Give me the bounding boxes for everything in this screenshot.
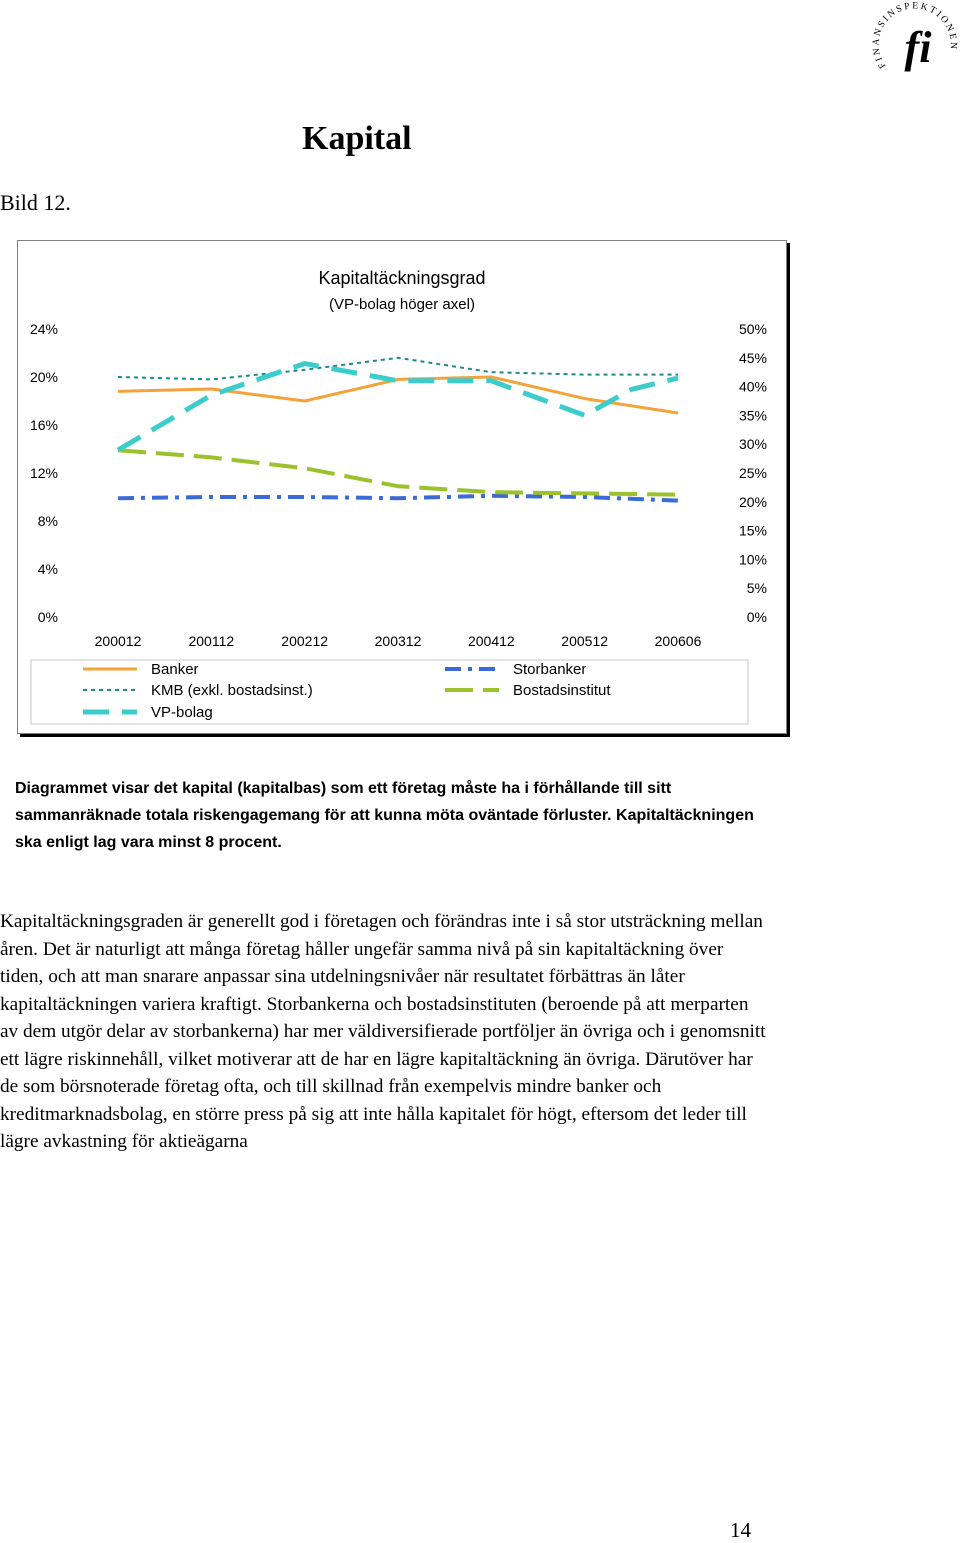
page-title: Kapital [302,120,412,157]
series-line-vp-bolag [118,364,678,450]
series-lines [118,358,678,501]
y-tick-label: 20% [29,369,58,385]
x-tick-label: 200512 [561,633,609,649]
y-tick-label: 8% [37,513,58,529]
x-tick-label: 200212 [281,633,329,649]
series-line-storbanker [118,496,678,501]
series-line-banker [118,377,678,413]
y-tick-label: 4% [37,561,58,577]
x-tick-label: 200012 [94,633,142,649]
x-axis [95,633,702,649]
x-tick-label: 200412 [467,633,515,649]
figure-label: Bild 12. [0,190,71,215]
y2-tick-label: 40% [738,378,767,395]
y-axis-right [739,321,767,625]
x-tick-label: 200606 [654,633,702,649]
series-line-bostadsinstitut [118,450,678,494]
finansinspektionen-logo [872,0,960,88]
y-tick-label: 12% [29,465,58,481]
y2-tick-label: 20% [738,493,767,510]
y2-tick-label: 25% [738,465,767,481]
legend-label: KMB (exkl. bostadsinst.) [151,682,313,699]
y2-tick-label: 50% [738,321,767,337]
legend-label: Bostadsinstitut [513,682,611,699]
y-tick-label: 0% [37,609,58,625]
y2-tick-label: 10% [738,551,767,568]
y2-tick-label: 15% [738,522,767,539]
y-tick-label: 24% [29,321,58,337]
y-tick-label: 16% [29,417,58,433]
legend-box [31,660,748,724]
y2-tick-label: 30% [738,436,767,453]
x-tick-label: 200312 [374,633,422,649]
page-number: 14 [730,1518,751,1542]
legend [83,661,611,721]
legend-label: Banker [151,661,199,678]
chart-frame [17,240,787,734]
body-paragraph: Kapitaltäckningsgraden är generellt god i företagen och förändras inte i så stor utsträckning mellan åren. Det är naturligt att många företag håller ungefär samma nivå på sin kapitaltäckning över tiden, och att man snarare anpassar sina utdelningsnivåer när resultatet förbättras än låter kapitaltäckningen variera kraftigt. Storbankerna och bostadsinstituten (beroende på att merparten av dem utgör delar av storbankerna) har mer väldiversifierade portföljer än övriga och i genomsnitt ett lägre riskinnehåll, vilket motiverar att de har en lägre kapitaltäckning än övriga. Därutöver har de som börsnoterade företag ofta, och till skillnad från exempelvis mindre banker och kreditmarknadsbolag, en större press på sig att inte hålla kapitalet för högt, eftersom det leder till lägre avkastning för aktieägarna [0,911,766,1152]
y2-tick-label: 45% [738,349,767,366]
chart-caption: Diagrammet visar det kapital (kapitalbas) som ett företag måste ha i förhållande till sitt sammanräknade totala riskengagemang för att kunna möta oväntade förluster. Kapitaltäckningen ska enligt lag vara minst 8 procent. [15,780,754,851]
y-axis-left [30,321,58,625]
series-line-kmb-exkl-bostadsinst [118,358,678,380]
legend-label: VP-bolag [151,704,213,721]
chart-subtitle: (VP-bolag höger axel) [329,296,475,313]
x-tick-label: 200112 [188,633,235,649]
chart-title: Kapitaltäckningsgrad [318,268,486,288]
capital-adequacy-chart [18,241,786,733]
logo-monogram: fi [904,23,932,72]
y2-tick-label: 0% [746,609,767,625]
y2-tick-label: 35% [738,407,767,424]
y2-tick-label: 5% [746,580,767,597]
logo-text: FINANSINSPEKTIONEN [872,1,958,70]
legend-label: Storbanker [513,661,587,678]
